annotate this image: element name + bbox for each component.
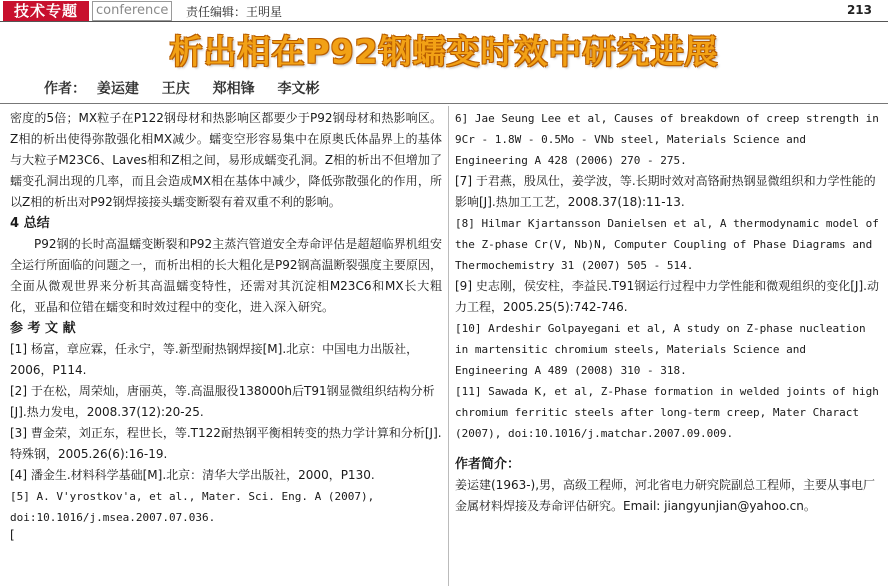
article-title: 析出相在P92钢蠕变时效中研究进展 [169, 32, 719, 71]
truncated-text: [ [10, 528, 15, 542]
body-paragraph: 密度的5倍；MX粒子在P122钢母材和热影响区都要少于P92钢母材和热影响区。Z相的析出使得弥散强化相MX减少。蠕变空形容易集中在原奥氏体晶界上的基体与大粒子M23C6、Laves相和Z相之间，易形成蠕变孔洞。Z相的析出不但增加了蠕变孔洞出现的几率，而且会造成MX相在基体中减少，降低弥散强化的作用，所以Z相的析出对P92钢焊接接头蠕变断裂有着双重不利的影响。 [10, 111, 442, 209]
authors-label: 作者： [44, 81, 86, 97]
editor-credit: 责任编辑：王明星 [186, 5, 283, 19]
author-name: 李文彬 [277, 81, 320, 97]
reference-item: [3] 曹金荣，刘正东，程世长，等.T122耐热钢平衡相转变的热力学计算和分析[J].特殊钢，2005.26(6):16-19. [10, 426, 442, 461]
reference-item: [5] A. V'yrostkov'a, et al., Mater. Sci. Eng. A (2007), doi:10.1016/j.msea.2007.07.036. [10, 490, 375, 524]
references-heading: 参 考 文 献 [10, 321, 76, 336]
page-header [0, 0, 888, 22]
right-column [455, 108, 880, 517]
reference-item: [2] 于在松，周荣灿，唐丽英，等.高温服役138000h后T91钢显微组织结构分析[J].热力发电，2008.37(12):20-25. [10, 384, 435, 419]
author-bio-heading: 作者简介： [455, 457, 521, 472]
reference-item: [9] 史志刚，侯安柱，李益民.T91钢运行过程中力学性能和微观组织的变化[J].动力工程，2005.25(5):742-746. [455, 279, 879, 314]
summary-paragraph: P92钢的长时高温蠕变断裂和P92主蒸汽管道安全寿命评估是超超临界机组安全运行所面临的问题之一，而析出相的长大粗化是P92钢高温断裂强度主要原因，全面从微观世界来分析其高温蠕变特性，还需对其沉淀相M23C6和MX长大粗化，亚晶和位错在蠕变和时效过程中的变化，进入深入研究。 [10, 237, 442, 314]
column-divider [448, 106, 449, 586]
author-name: 郑相锋 [212, 81, 255, 97]
author-bio: 姜运建(1963-),男，高级工程师，河北省电力研究院副总工程师，主要从事电厂金属材料焊接及寿命评估研究。Email: jiangyunjian@yahoo.cn。 [455, 478, 876, 513]
reference-item: [4] 潘金生.材料科学基础[M].北京：清华大学出版社，2000，P130. [10, 468, 375, 482]
reference-item: [7] 于君燕，殷凤仕，姜学波，等.长期时效对高铬耐热钢显微组织和力学性能的影响[J].热加工工艺，2008.37(18):11-13. [455, 174, 876, 209]
title-divider [0, 103, 888, 104]
reference-item: [1] 杨富，章应霖，任永宁，等.新型耐热钢焊接[M].北京：中国电力出版社，2006，P114. [10, 342, 419, 377]
reference-item: [11] Sawada K, et al, Z-Phase formation in welded joints of high chromium ferritic steels after long-term creep, Mater Charact (2007), doi:10.1016/j.matchar.2007.09.009. [455, 385, 879, 440]
author-name: 姜运建 [96, 81, 139, 97]
page-number: 213 [846, 3, 872, 17]
reference-item: 6] Jae Seung Lee et al, Causes of breakdown of creep strength in 9Cr - 1.8W - 0.5Mo - VNb steel, Materials Science and Engineering A 428 (2006) 270 - 275. [455, 112, 879, 167]
reference-item: [10] Ardeshir Golpayegani et al, A study on Z-phase nucleation in martensitic chromium steels, Materials Science and Engineering A 489 (2008) 310 - 318. [455, 322, 866, 377]
left-column [10, 108, 442, 542]
section-heading: 4 总结 [10, 216, 50, 231]
author-name: 王庆 [161, 81, 190, 97]
section-tag: 技术专题 [3, 1, 89, 21]
section-tag-en: conference [92, 1, 172, 21]
header-divider [0, 21, 888, 22]
reference-item: [8] Hilmar Kjartansson Danielsen et al, A thermodynamic model of the Z-phase Cr(V, Nb)N, Computer Coupling of Phase Diagrams and Thermochemistry 31 (2007) 505 - 514. [455, 217, 879, 272]
author-line [44, 78, 338, 98]
